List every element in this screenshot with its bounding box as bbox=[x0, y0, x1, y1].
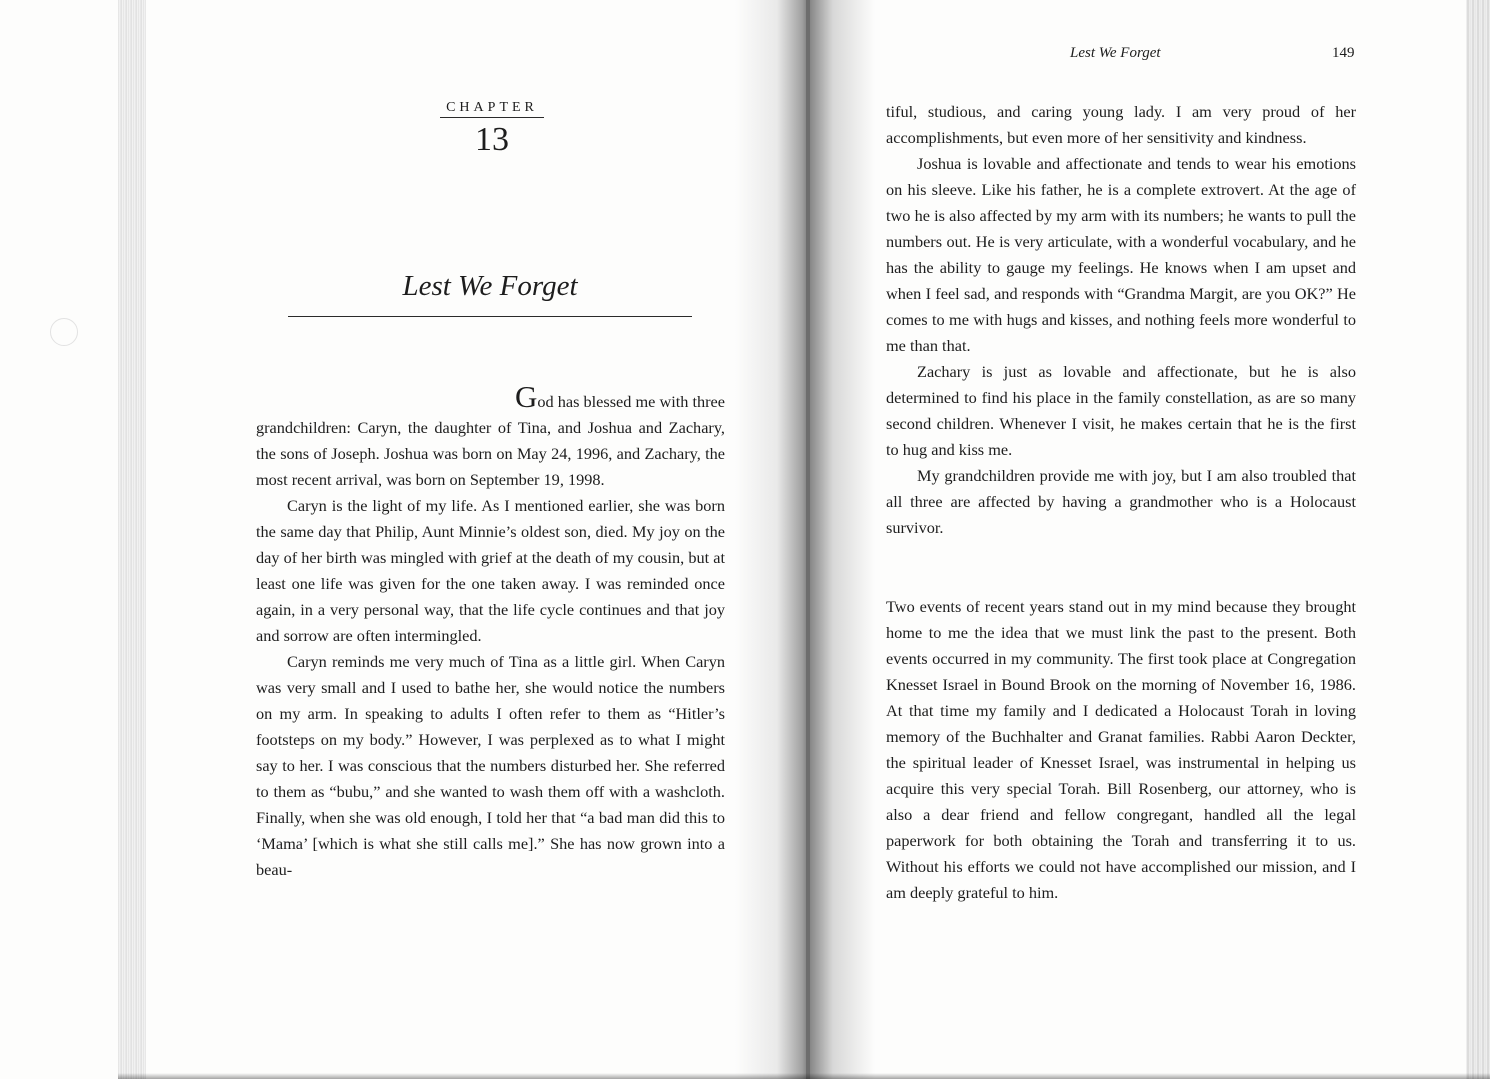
first-line-text: od has blessed me with three bbox=[537, 392, 725, 411]
drop-cap: G bbox=[514, 379, 538, 414]
bottom-page-edge bbox=[118, 1073, 1490, 1079]
right-page-edge bbox=[1466, 0, 1490, 1079]
book-gutter bbox=[735, 0, 875, 1079]
paragraph: Zachary is just as lovable and affectionate, but he is also determined to find his place in the family constellation, as are so many second children. Whenever I visit, he makes certain that he is the first to hug and kiss me. bbox=[886, 362, 1356, 459]
paragraph: My grandchildren provide me with joy, but I am also troubled that all three are affected by having a grandmother who is a Holocaust survivor. bbox=[886, 466, 1356, 537]
paragraph: Joshua is lovable and affectionate and tends to wear his emotions on his sleeve. Like his father, he is a complete extrovert. At the age of two he is also affected by my arm with its numbers; he wants to pull the numbers out. He is very articulate, with a wonderful vocabulary, and he has the ability to gauge my feelings. He knows when I am upset and when I feel sad, and responds with “Grandma Margit, are you OK?” He comes to me with hugs and kisses, and nothing feels more wonderful to me than that. bbox=[886, 154, 1356, 355]
chapter-label: CHAPTER bbox=[440, 100, 544, 118]
scan-artifact-circle bbox=[50, 318, 78, 346]
paragraph: tiful, studious, and caring young lady. I am very proud of her accomplishments, but even more of her sensitivity and kindness. bbox=[886, 102, 1356, 147]
gutter-fold bbox=[806, 0, 810, 1079]
section-break-body bbox=[886, 594, 1356, 906]
paragraph: grandchildren: Caryn, the daughter of Tina, and Joshua and Zachary, the sons of Joseph. Joshua was born on May 24, 1996, and Zachary, the most recent arrival, was born on September 19, 1998. bbox=[256, 418, 725, 489]
left-page-body bbox=[256, 379, 725, 883]
chapter-title: Lest We Forget bbox=[402, 270, 578, 302]
running-head: Lest We Forget bbox=[1070, 45, 1161, 61]
paragraph: Two events of recent years stand out in my mind because they brought home to me the idea that we must link the past to the present. Both events occurred in my community. The first took place at Congregation Knesset Israel in Bound Brook on the morning of November 16, 1986. At that time my family and I dedicated a Holocaust Torah in loving memory of the Buchhalter and Granat families. Rabbi Aaron Deckter, the spiritual leader of Knesset Israel, was instrumental in helping us acquire this very special Torah. Bill Rosenberg, our attorney, who is also a dear friend and fellow congregant, handled all the legal paperwork for both obtaining the Torah and transferring it to us. Without his efforts we could not have accomplished our mission, and I am deeply grateful to him. bbox=[886, 597, 1356, 902]
first-line bbox=[256, 379, 725, 415]
left-page-edge bbox=[118, 0, 146, 1079]
paragraph: Caryn reminds me very much of Tina as a little girl. When Caryn was very small and I used to bathe her, she would notice the numbers on my arm. In speaking to adults I often refer to them as “Hitler’s footsteps on my body.” However, I was perplexed as to what I might say to her. I was conscious that the numbers disturbed her. She referred to them as “bubu,” and she wanted to wash them off with a washcloth. Finally, when she was old enough, I told her that “a bad man did this to ‘Mama’ [which is what she still calls me].” She has now grown into a beau- bbox=[256, 652, 725, 879]
opening-line bbox=[256, 379, 725, 415]
page-number: 149 bbox=[1332, 45, 1355, 61]
chapter-number: 13 bbox=[475, 121, 509, 158]
paragraph: Caryn is the light of my life. As I mentioned earlier, she was born the same day that Philip, Aunt Minnie’s oldest son, died. My joy on the day of her birth was mingled with grief at the death of my cousin, but at least one life was given for the one taken away. I was reminded once again, in a very personal way, that the life cycle continues and that joy and sorrow are often intermingled. bbox=[256, 496, 725, 645]
right-page-body bbox=[886, 99, 1356, 541]
title-rule bbox=[288, 316, 692, 317]
